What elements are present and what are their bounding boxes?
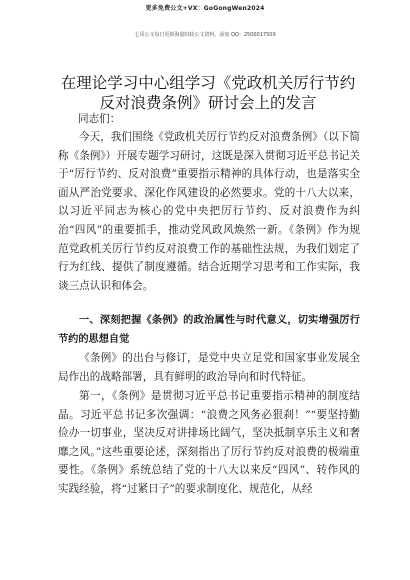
paragraph-section1-point1: 第一，《条例》是贯彻习近平总书记重要指示精神的制度结晶。习近平总书记多次强调：“浪费之风务必狠刹！”“要坚持勤俭办一切事业，坚决反对讲排场比阔气，坚决抵制享乐主义和奢靡之风。”这些重要论述，深刻指出了厉行节约反对浪费的极端重要性。《条例》系统总结了党的十八大以来反“四风”、转作风的实践经验，将“过紧日子”的要求制度化、规范化，从经 bbox=[58, 390, 360, 495]
header-notice: 七哥公文每日更新海量时政公文资料，添加 QQ：2500017509 bbox=[134, 32, 276, 38]
paragraph-section1-intro: 《条例》的出台与修订，是党中央立足党和国家事业发展全局作出的战略部署，具有鲜明的政治导向和时代特征。 bbox=[58, 352, 360, 383]
paragraph-intro: 今天，我们围绕《党政机关厉行节约反对浪费条例》（以下简称《条例》）开展专题学习研讨，这既是深入贯彻习近平总书记关于“厉行节约、反对浪费”重要指示精神的具体行动，也是落实全面从严治党要求、深化作风建设的必然要求。党的十八大以来，以习近平同志为核心的党中央把厉行节约、反对浪费作为纠治“四风”的重要抓手，推动党风政风焕然一新。《条例》作为规范党政机关厉行节约反对浪费工作的基础性法规，为我们划定了行为红线、提供了制度遵循。结合近期学习思考和工作实际，我谈三点认识和体会。 bbox=[58, 131, 360, 292]
section-heading-1: 一、深刻把握《条例》的政治属性与时代意义，切实增强厉行节约的思想自觉 bbox=[58, 315, 360, 345]
header-banner: 更多免费公文+VX：GoGongWen2024 bbox=[145, 5, 265, 12]
salutation: 同志们： bbox=[78, 113, 121, 125]
document-title: 在理论学习中心组学习《党政机关厉行节约反对浪费条例》研讨会上的发言 bbox=[60, 74, 356, 112]
